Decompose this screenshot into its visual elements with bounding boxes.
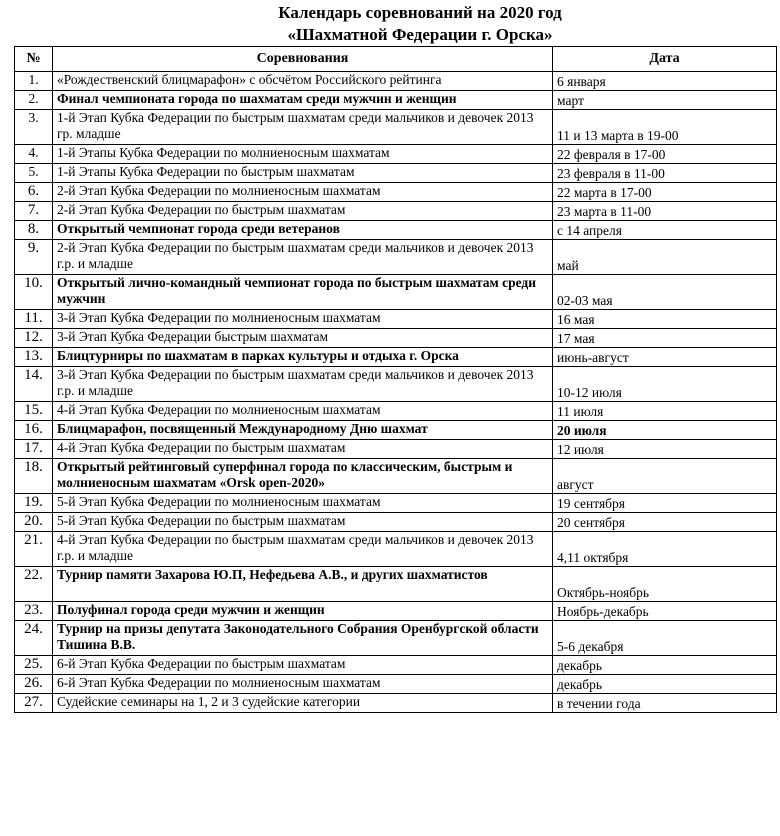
row-number: 7. (15, 202, 53, 221)
competition-name: 4-й Этап Кубка Федерации по быстрым шахматам среди мальчиков и девочек 2013 г.р. и младше (53, 532, 553, 567)
competition-name: Открытый рейтинговый суперфинал города по классическим, быстрым и молниеносным шахматам «Orsk open-2020» (53, 459, 553, 494)
row-number: 10. (15, 275, 53, 310)
table-row (15, 367, 777, 402)
competition-date: март (553, 91, 777, 110)
competition-name: Полуфинал города среди мужчин и женщин (53, 602, 553, 621)
table-row (15, 459, 777, 494)
competition-date: 19 сентября (553, 494, 777, 513)
competition-name: 2-й Этап Кубка Федерации по молниеносным шахматам (53, 183, 553, 202)
competition-date: Октябрь-ноябрь (553, 567, 777, 602)
row-number: 4. (15, 145, 53, 164)
header-competitions: Соревнования (53, 47, 553, 72)
competition-name: Блицтурниры по шахматам в парках культуры и отдыха г. Орска (53, 348, 553, 367)
table-row (15, 221, 777, 240)
row-number: 13. (15, 348, 53, 367)
header-date: Дата (553, 47, 777, 72)
competition-date: 12 июля (553, 440, 777, 459)
row-number: 11. (15, 310, 53, 329)
table-row (15, 164, 777, 183)
competition-name: 3-й Этап Кубка Федерации по быстрым шахматам среди мальчиков и девочек 2013 г.р. и младше (53, 367, 553, 402)
table-header-row (15, 47, 777, 72)
table-row (15, 402, 777, 421)
competition-name: 5-й Этап Кубка Федерации по быстрым шахматам (53, 513, 553, 532)
competition-name: 2-й Этап Кубка Федерации по быстрым шахматам (53, 202, 553, 221)
competition-date: с 14 апреля (553, 221, 777, 240)
row-number: 22. (15, 567, 53, 602)
competition-name: 6-й Этап Кубка Федерации по быстрым шахматам (53, 656, 553, 675)
competition-name: 2-й Этап Кубка Федерации по быстрым шахматам среди мальчиков и девочек 2013 г.р. и младше (53, 240, 553, 275)
competition-date: 6 января (553, 72, 777, 91)
competition-name: 1-й Этап Кубка Федерации по быстрым шахматам среди мальчиков и девочек 2013 гр. младше (53, 110, 553, 145)
table-row (15, 310, 777, 329)
table-row (15, 694, 777, 713)
table-row (15, 72, 777, 91)
competition-date: декабрь (553, 675, 777, 694)
competition-date: 11 и 13 марта в 19-00 (553, 110, 777, 145)
row-number: 18. (15, 459, 53, 494)
table-row (15, 329, 777, 348)
row-number: 6. (15, 183, 53, 202)
row-number: 3. (15, 110, 53, 145)
row-number: 14. (15, 367, 53, 402)
competition-date: 20 сентября (553, 513, 777, 532)
competition-name: «Рождественский блицмарафон» с обсчётом Российского рейтинга (53, 72, 553, 91)
table-row (15, 567, 777, 602)
row-number: 26. (15, 675, 53, 694)
competition-date: декабрь (553, 656, 777, 675)
competition-date: в течении года (553, 694, 777, 713)
table-row (15, 240, 777, 275)
competition-date: 17 мая (553, 329, 777, 348)
table-row (15, 348, 777, 367)
row-number: 1. (15, 72, 53, 91)
table-row (15, 110, 777, 145)
table-row (15, 145, 777, 164)
competition-name: 1-й Этапы Кубка Федерации по молниеносным шахматам (53, 145, 553, 164)
table-row (15, 513, 777, 532)
title-line-1: Календарь соревнований на 2020 год (278, 3, 562, 22)
competition-date: 11 июля (553, 402, 777, 421)
competition-date: июнь-август (553, 348, 777, 367)
table-row (15, 494, 777, 513)
header-number: № (15, 47, 53, 72)
competition-date: Ноябрь-декабрь (553, 602, 777, 621)
table-row (15, 440, 777, 459)
row-number: 8. (15, 221, 53, 240)
competition-name: Турнир на призы депутата Законодательного Собрания Оренбургской области Тишина В.В. (53, 621, 553, 656)
table-row (15, 421, 777, 440)
table-row (15, 183, 777, 202)
row-number: 23. (15, 602, 53, 621)
row-number: 27. (15, 694, 53, 713)
row-number: 15. (15, 402, 53, 421)
competition-date: август (553, 459, 777, 494)
row-number: 19. (15, 494, 53, 513)
competition-date: 02-03 мая (553, 275, 777, 310)
table-row (15, 621, 777, 656)
competition-name: 1-й Этапы Кубка Федерации по быстрым шахматам (53, 164, 553, 183)
table-row (15, 275, 777, 310)
row-number: 16. (15, 421, 53, 440)
competition-name: 4-й Этап Кубка Федерации по молниеносным шахматам (53, 402, 553, 421)
competition-name: Открытый чемпионат города среди ветеранов (53, 221, 553, 240)
competition-name: Судейские семинары на 1, 2 и 3 судейские категории (53, 694, 553, 713)
title-line-2: «Шахматной Федерации г. Орска» (287, 25, 553, 44)
table-row (15, 202, 777, 221)
competition-calendar-table (14, 46, 777, 713)
row-number: 12. (15, 329, 53, 348)
competition-date: 16 мая (553, 310, 777, 329)
competition-name: 3-й Этап Кубка Федерации по молниеносным шахматам (53, 310, 553, 329)
competition-name: 6-й Этап Кубка Федерации по молниеносным шахматам (53, 675, 553, 694)
competition-name: 5-й Этап Кубка Федерации по молниеносным шахматам (53, 494, 553, 513)
document-title (60, 0, 780, 46)
competition-date: 23 марта в 11-00 (553, 202, 777, 221)
competition-date: май (553, 240, 777, 275)
table-row (15, 91, 777, 110)
competition-name: Открытый лично-командный чемпионат города по быстрым шахматам среди мужчин (53, 275, 553, 310)
table-row (15, 602, 777, 621)
row-number: 24. (15, 621, 53, 656)
row-number: 21. (15, 532, 53, 567)
competition-name: Финал чемпионата города по шахматам среди мужчин и женщин (53, 91, 553, 110)
competition-name: Турнир памяти Захарова Ю.П, Нефедьева А.В., и других шахматистов (53, 567, 553, 602)
row-number: 5. (15, 164, 53, 183)
row-number: 25. (15, 656, 53, 675)
competition-date: 23 февраля в 11-00 (553, 164, 777, 183)
competition-date: 5-6 декабря (553, 621, 777, 656)
competition-name: 4-й Этап Кубка Федерации по быстрым шахматам (53, 440, 553, 459)
competition-name: Блицмарафон, посвященный Международному Дню шахмат (53, 421, 553, 440)
row-number: 9. (15, 240, 53, 275)
competition-name: 3-й Этап Кубка Федерации быстрым шахматам (53, 329, 553, 348)
competition-date: 22 марта в 17-00 (553, 183, 777, 202)
table-row (15, 656, 777, 675)
row-number: 2. (15, 91, 53, 110)
row-number: 17. (15, 440, 53, 459)
competition-date: 4,11 октября (553, 532, 777, 567)
table-row (15, 532, 777, 567)
competition-date: 10-12 июля (553, 367, 777, 402)
competition-date: 20 июля (553, 421, 777, 440)
row-number: 20. (15, 513, 53, 532)
competition-date: 22 февраля в 17-00 (553, 145, 777, 164)
table-row (15, 675, 777, 694)
